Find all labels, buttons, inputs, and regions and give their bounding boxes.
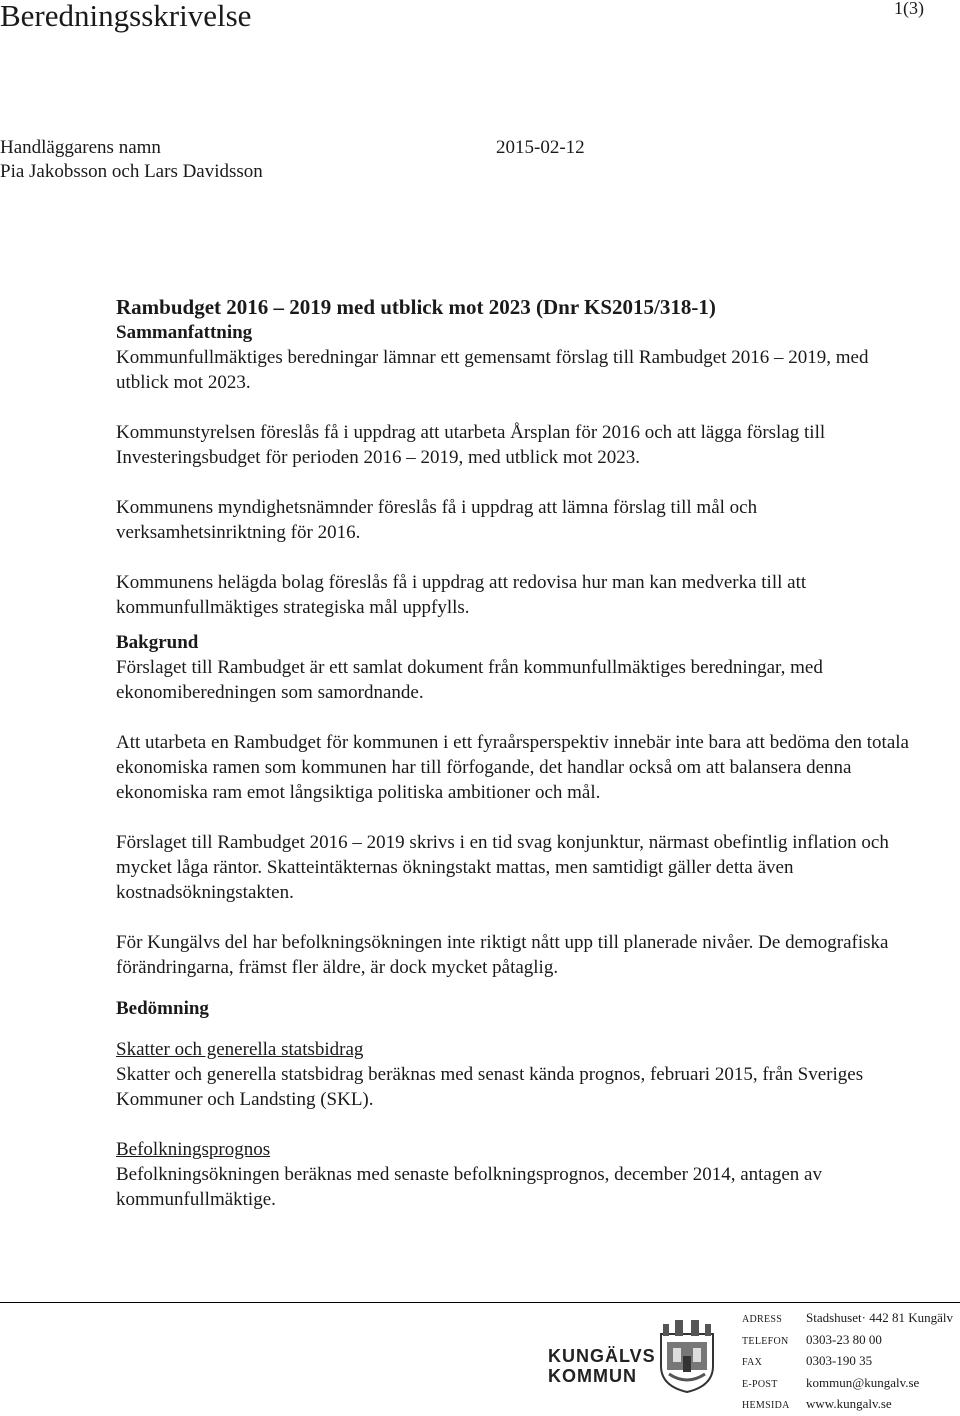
contact-row: ADRESS Stadshuset· 442 81 Kungälv xyxy=(742,1310,953,1325)
document-title: Beredningsskrivelse xyxy=(0,0,252,33)
contact-row: HEMSIDA www.kungalv.se xyxy=(742,1396,892,1411)
document-date: 2015-02-12 xyxy=(496,137,585,158)
paragraph: Förslaget till Rambudget 2016 – 2019 skrivs i en tid svag konjunktur, närmast obefintlig inflation och mycket låga räntor. Skatteintäkternas ökningstakt mattas, men samtidigt gäller detta även kostnadsökningstakten. xyxy=(116,832,889,903)
footer-divider xyxy=(0,1302,960,1303)
contact-row: E-POST kommun@kungalv.se xyxy=(742,1374,920,1390)
paragraph: Skatter och generella statsbidrag beräknas med senast kända prognos, februari 2015, från Sveriges Kommuner och Landsting (SKL). xyxy=(116,1064,864,1110)
paragraph: Befolkningsökningen beräknas med senaste befolkningsprognos, december 2014, antagen av kommunfullmäktige. xyxy=(116,1164,822,1210)
contact-block xyxy=(742,1308,953,1416)
paragraph: Kommunens myndighetsnämnder föreslås få i uppdrag att lämna förslag till mål och verksamhetsinriktning för 2016. xyxy=(116,497,758,543)
subheading-skatter: Skatter och generella statsbidrag xyxy=(116,1039,364,1060)
heading-bakgrund: Bakgrund xyxy=(116,632,199,653)
document-body xyxy=(116,294,916,1212)
contact-row: TELEFON 0303-23 80 00 xyxy=(742,1331,882,1347)
coat-of-arms-icon xyxy=(655,1316,719,1394)
paragraph: Kommunstyrelsen föreslås få i uppdrag att utarbeta Årsplan för 2016 och att lägga förslag till Investeringsbudget för perioden 2016 – 2019, med utblick mot 2023. xyxy=(116,422,826,468)
contact-row: FAX 0303-190 35 xyxy=(742,1353,873,1368)
heading-bedomning: Bedömning xyxy=(116,998,209,1019)
footer xyxy=(0,1302,960,1411)
paragraph: Kommunfullmäktiges beredningar lämnar ett gemensamt förslag till Rambudget 2016 – 2019, med utblick mot 2023. xyxy=(116,347,869,393)
handler-label: Handläggarens namn xyxy=(0,137,161,158)
heading-sammanfattning: Sammanfattning xyxy=(116,322,253,343)
paragraph: Förslaget till Rambudget är ett samlat dokument från kommunfullmäktiges beredningar, med ekonomiberedningen som samordnande. xyxy=(116,657,823,703)
page-number: 1(3) xyxy=(894,0,924,18)
paragraph: För Kungälvs del har befolkningsökningen inte riktigt nått upp till planerade nivåer. De demografiska förändringarna, främst fler äldre, är dock mycket påtaglig. xyxy=(116,932,889,978)
subheading-befolkningsprognos: Befolkningsprognos xyxy=(116,1139,271,1160)
kungalv-logo-text: KUNGÄLVS KOMMUN xyxy=(548,1346,656,1386)
paragraph: Kommunens helägda bolag föreslås få i uppdrag att redovisa hur man kan medverka till att kommunfullmäktiges strategiska mål uppfylls. xyxy=(116,572,807,618)
handler-names: Pia Jakobsson och Lars Davidsson xyxy=(0,161,263,182)
paragraph: Att utarbeta en Rambudget för kommunen i ett fyraårsperspektiv innebär inte bara att bedöma den totala ekonomiska ramen som kommunen har till förfogande, det handlar också om att balansera denna ekonomiska ram emot långsiktiga politiska ambitioner och mål. xyxy=(116,732,909,803)
main-title: Rambudget 2016 – 2019 med utblick mot 2023 (Dnr KS2015/318-1) xyxy=(116,295,716,319)
